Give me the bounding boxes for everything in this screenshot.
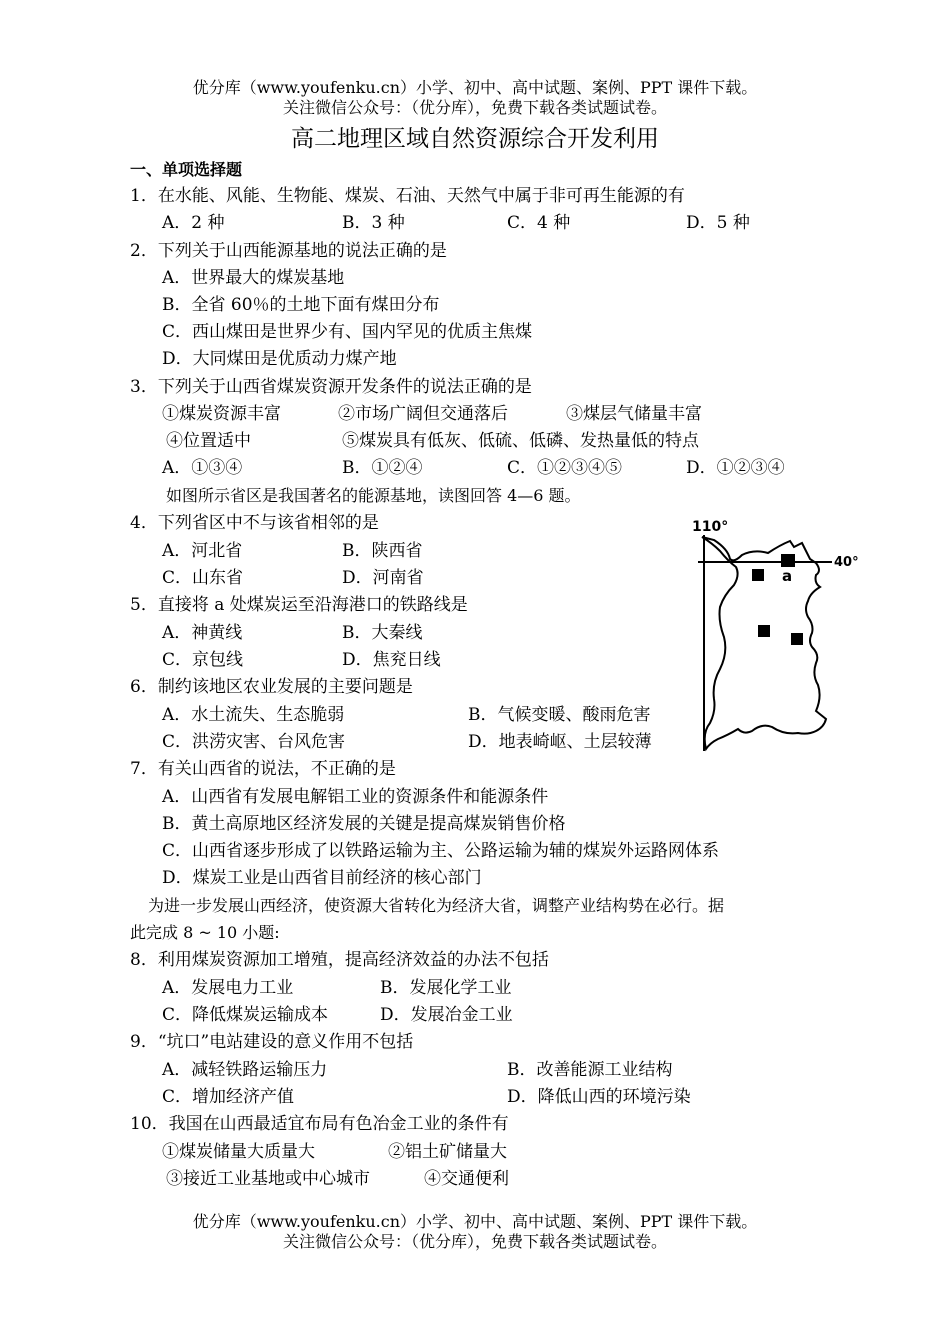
question-6-stem: 6．制约该地区农业发展的主要问题是	[130, 677, 413, 697]
footer-line-1: 优分库（www.youfenku.cn）小学、初中、高中试题、案例、PPT 课件下载。	[192, 1212, 758, 1231]
page-title: 高二地理区域自然资源综合开发利用	[291, 126, 659, 152]
coal-base-marker-1	[752, 569, 764, 581]
question-7-stem: 7．有关山西省的说法，不正确的是	[130, 759, 396, 779]
question-9-option-a: A．减轻铁路运输压力	[162, 1060, 328, 1080]
question-5-option-c: C．京包线	[162, 650, 244, 670]
point-a-label: a	[782, 567, 793, 585]
question-5-stem: 5．直接将 a 处煤炭运至沿海港口的铁路线是	[130, 595, 468, 615]
question-4-option-c: C．山东省	[162, 568, 244, 588]
question-7-option-a: A．山西省有发展电解铝工业的资源条件和能源条件	[162, 787, 549, 807]
header-line-2: 关注微信公众号：（优分库），免费下载各类试题试卷。	[282, 98, 667, 117]
question-3-stem: 3．下列关于山西省煤炭资源开发条件的说法正确的是	[130, 377, 532, 397]
question-3-item-2: ②市场广阔但交通落后	[338, 404, 508, 424]
section-intro-line-2: 此完成 8 ~ 10 小题:	[130, 923, 280, 942]
question-6-option-a: A．水土流失、生态脆弱	[162, 705, 345, 725]
question-5-option-a: A．神黄线	[162, 623, 243, 643]
question-8-option-b: B．发展化学工业	[380, 978, 512, 998]
question-9-stem: 9．“坑口”电站建设的意义作用不包括	[130, 1032, 414, 1052]
question-1-option-d: D．5 种	[686, 213, 750, 233]
question-1-stem: 1．在水能、风能、生物能、煤炭、石油、天然气中属于非可再生能源的有	[130, 186, 685, 206]
question-4-stem: 4．下列省区中不与该省相邻的是	[130, 513, 379, 533]
question-6-option-d: D．地表崎岖、土层较薄	[468, 732, 652, 752]
question-1-option-a: A．2 种	[162, 213, 225, 233]
question-8-option-d: D．发展冶金工业	[380, 1005, 513, 1025]
section-heading: 一、单项选择题	[130, 160, 243, 179]
question-2-option-c: C．西山煤田是世界少有、国内罕见的优质主焦煤	[162, 322, 533, 342]
question-9-option-b: B．改善能源工业结构	[507, 1060, 673, 1080]
question-1-option-b: B．3 种	[342, 213, 405, 233]
coal-base-marker-2	[758, 625, 770, 637]
coal-base-marker-a	[781, 554, 795, 567]
question-9-option-c: C．增加经济产值	[162, 1087, 295, 1107]
question-8-option-c: C．降低煤炭运输成本	[162, 1005, 329, 1025]
footer-line-2: 关注微信公众号：（优分库），免费下载各类试题试卷。	[282, 1232, 667, 1251]
question-2-option-b: B．全省 60％的土地下面有煤田分布	[162, 295, 440, 315]
province-boundary	[702, 537, 826, 749]
section-intro-line-1: 为进一步发展山西经济，使资源大省转化为经济大省，调整产业结构势在必行。据	[148, 896, 725, 915]
question-10-item-2: ②铝土矿储量大	[388, 1142, 507, 1162]
longitude-label: 110°	[692, 519, 729, 535]
map-intro: 如图所示省区是我国著名的能源基地，读图回答 4—6 题。	[166, 486, 581, 505]
question-10-item-4: ④交通便利	[424, 1169, 509, 1189]
latitude-label: 40°	[834, 555, 859, 570]
question-7-option-c: C．山西省逐步形成了以铁路运输为主、公路运输为辅的煤炭外运路网体系	[162, 841, 720, 861]
question-8-stem: 8．利用煤炭资源加工增殖，提高经济效益的办法不包括	[130, 950, 549, 970]
question-5-option-b: B．大秦线	[342, 623, 423, 643]
question-10-item-3: ③接近工业基地或中心城市	[166, 1169, 370, 1189]
question-3-item-4: ④位置适中	[166, 431, 251, 451]
question-3-item-1: ①煤炭资源丰富	[162, 404, 281, 424]
question-2-option-a: A．世界最大的煤炭基地	[162, 268, 345, 288]
question-10-stem: 10．我国在山西最适宜布局有色冶金工业的条件有	[130, 1114, 509, 1134]
question-7-option-d: D．煤炭工业是山西省目前经济的核心部门	[162, 868, 482, 888]
question-9-option-d: D．降低山西的环境污染	[507, 1087, 691, 1107]
question-3-option-d: D．①②③④	[686, 458, 785, 478]
coal-base-marker-3	[791, 633, 803, 645]
question-1-option-c: C．4 种	[507, 213, 571, 233]
question-3-item-5: ⑤煤炭具有低灰、低硫、低磷、发热量低的特点	[342, 431, 699, 451]
question-10-item-1: ①煤炭储量大质量大	[162, 1142, 315, 1162]
question-3-option-b: B．①②④	[342, 458, 423, 478]
header-line-1: 优分库（www.youfenku.cn）小学、初中、高中试题、案例、PPT 课件下载。	[192, 78, 758, 97]
question-3-item-3: ③煤层气储量丰富	[566, 404, 702, 424]
question-6-option-b: B．气候变暖、酸雨危害	[468, 705, 651, 725]
question-8-option-a: A．发展电力工业	[162, 978, 294, 998]
question-4-option-a: A．河北省	[162, 541, 243, 561]
question-4-option-d: D．河南省	[342, 568, 424, 588]
question-3-option-a: A．①③④	[162, 458, 243, 478]
shanxi-map	[688, 513, 868, 758]
question-2-stem: 2．下列关于山西能源基地的说法正确的是	[130, 241, 447, 261]
question-7-option-b: B．黄土高原地区经济发展的关键是提高煤炭销售价格	[162, 814, 566, 834]
question-5-option-d: D．焦兖日线	[342, 650, 441, 670]
question-4-option-b: B．陕西省	[342, 541, 423, 561]
question-6-option-c: C．洪涝灾害、台风危害	[162, 732, 346, 752]
question-2-option-d: D．大同煤田是优质动力煤产地	[162, 349, 397, 369]
question-3-option-c: C．①②③④⑤	[507, 458, 623, 478]
